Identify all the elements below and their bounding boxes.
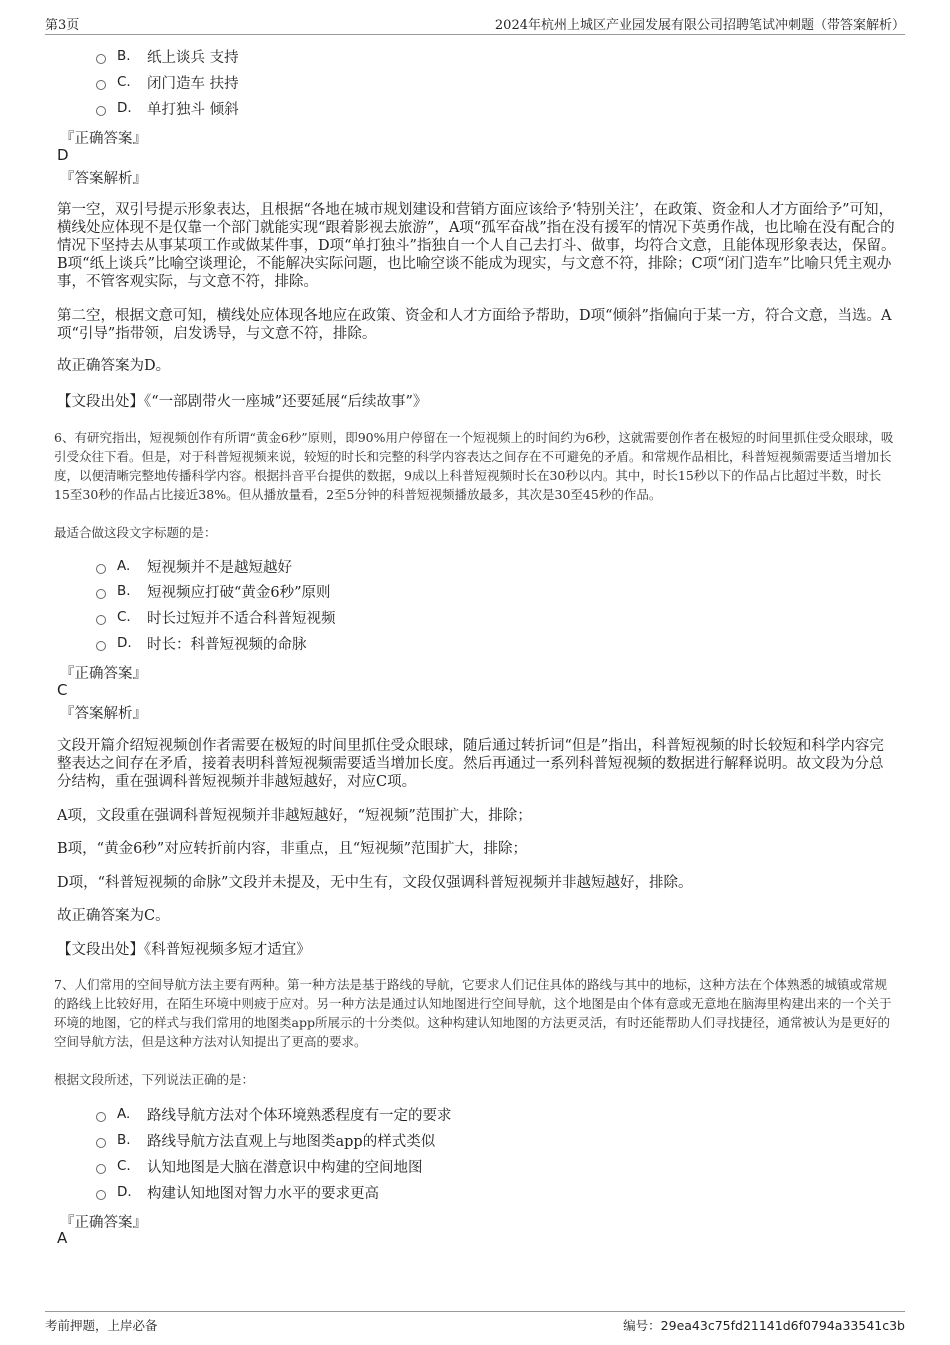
radio-icon[interactable] xyxy=(96,564,106,574)
radio-icon[interactable] xyxy=(96,1138,106,1148)
q6-source: 【文段出处】《科普短视频多短才适宜》 xyxy=(57,942,311,958)
q6-answer: C xyxy=(57,681,68,699)
page-footer xyxy=(45,1311,905,1336)
radio-icon[interactable] xyxy=(96,589,106,599)
radio-icon[interactable] xyxy=(96,615,106,625)
q6-analysis-a: A项，文段重在强调科普短视频并非越短越好，“短视频”范围扩大，排除； xyxy=(57,808,532,824)
q5-analysis-p1: 第一空，双引号提示形象表达，且根据“各地在城市规划建设和营销方面应该给予‘特别关注’，在政策、资金和人才方面给予”可知，横线处应体现不是仅靠一个部门就能实现“跟着影视去旅游”，A项“孤军奋战”指在没有援军的情况下英勇作战，也比喻在没有配合的情况下坚持去从事某项工作或做某件事，D项“单打独斗”指独自一个人自己去打斗、做事，均符合文意，且能体现形象表达，保留。B项“纸上谈兵”比喻空谈理论，不能解决实际问题，也比喻空谈不能成为现实，与文意不符，排除；C项“闭门造车”比喻只凭主观办事，不管客观实际，与文意不符，排除。 xyxy=(57,202,896,290)
footer-slogan: 考前押题，上岸必备 xyxy=(45,1318,158,1333)
q5-option-d[interactable]: D. 单打独斗 倾斜 xyxy=(96,97,239,119)
q6-conclusion: 故正确答案为C。 xyxy=(57,908,170,924)
q6-analysis-label: 『答案解析』 xyxy=(60,706,147,722)
page-header xyxy=(45,12,905,35)
q6-analysis-d: D项，“科普短视频的命脉”文段并未提及，无中生有，文段仅强调科普短视频并非越短越好，排除。 xyxy=(57,875,693,891)
radio-icon[interactable] xyxy=(96,1190,106,1200)
q7-stem: 7、人们常用的空间导航方法主要有两种。第一种方法是基于路线的导航，它要求人们记住具体的路线与其中的地标，这种方法在个体熟悉的城镇或常规的路线上比较好用，在陌生环境中则疲于应对。另一种方法是通过认知地图进行空间导航，这个地图是由个体有意或无意地在脑海里构建出来的一个关于环境的地图，它的样式与我们常用的地图类app所展示的十分类似。这种构建认知地图的方法更灵活，有时还能帮助人们寻找捷径，通常被认为是更好的空间导航方法，但是这种方法对认知提出了更高的要求。 xyxy=(54,977,892,1049)
q7-answer-label: 『正确答案』 xyxy=(60,1215,147,1231)
radio-icon[interactable] xyxy=(96,641,106,651)
page-number: 第3页 xyxy=(45,18,80,33)
q5-answer: D xyxy=(57,146,69,164)
q7-option-c[interactable]: C. 认知地图是大脑在潜意识中构建的空间地图 xyxy=(96,1155,423,1177)
q7-answer: A xyxy=(57,1229,68,1247)
q6-question: 最适合做这段文字标题的是： xyxy=(54,525,217,540)
q5-option-b[interactable]: B. 纸上谈兵 支持 xyxy=(96,45,239,67)
radio-icon[interactable] xyxy=(96,1112,106,1122)
q6-option-d[interactable]: D. 时长：科普短视频的命脉 xyxy=(96,632,307,654)
q6-analysis-b: B项，“黄金6秒”对应转折前内容，非重点，且“短视频”范围扩大，排除； xyxy=(57,841,528,857)
radio-icon[interactable] xyxy=(96,106,106,116)
q7-question: 根据文段所述，下列说法正确的是： xyxy=(54,1072,255,1087)
q6-option-b[interactable]: B. 短视频应打破“黄金6秒”原则 xyxy=(96,580,331,602)
q5-option-c[interactable]: C. 闭门造车 扶持 xyxy=(96,71,239,93)
footer-serial xyxy=(623,1316,905,1334)
radio-icon[interactable] xyxy=(96,54,106,64)
q5-source: 【文段出处】《“一部剧带火一座城”还要延展“后续故事”》 xyxy=(57,394,428,410)
q6-option-c[interactable]: C. 时长过短并不适合科普短视频 xyxy=(96,606,336,628)
q7-option-a[interactable]: A. 路线导航方法对个体环境熟悉程度有一定的要求 xyxy=(96,1103,452,1125)
q7-option-b[interactable]: B. 路线导航方法直观上与地图类app的样式类似 xyxy=(96,1129,435,1151)
q5-analysis-p2: 第二空，根据文意可知，横线处应体现各地应在政策、资金和人才方面给予帮助，D项“倾斜”指偏向于某一方，符合文意，当选。A项“引导”指带领，启发诱导，与文意不符，排除。 xyxy=(57,308,892,342)
q6-answer-label: 『正确答案』 xyxy=(60,666,147,682)
q6-option-a[interactable]: A. 短视频并不是越短越好 xyxy=(96,555,292,577)
q6-stem: 6、有研究指出，短视频创作有所谓“黄金6秒”原则，即90%用户停留在一个短视频上的时间约为6秒，这就需要创作者在极短的时间里抓住受众眼球，吸引受众往下看。但是，对于科普短视频来说，较短的时长和完整的科学内容表达之间存在不可避免的矛盾。和常规作品相比，科普短视频需要适当增加长度，以便清晰完整地传播科学内容。根据抖音平台提供的数据，9成以上科普短视频时长在30秒以内。其中，时长15秒以下的作品占比超过半数，时长15至30秒的作品占比接近38%。但从播放量看，2至5分钟的科普短视频播放最多，其次是30至45秒的作品。 xyxy=(54,430,894,502)
serial-label: 编号： xyxy=(623,1318,661,1333)
radio-icon[interactable] xyxy=(96,80,106,90)
radio-icon[interactable] xyxy=(96,1164,106,1174)
serial-code: 29ea43c75fd21141d6f0794a33541c3b xyxy=(660,1318,905,1333)
q5-answer-label: 『正确答案』 xyxy=(60,131,147,147)
q6-analysis-p1: 文段开篇介绍短视频创作者需要在极短的时间里抓住受众眼球，随后通过转折词“但是”指出，科普短视频的时长较短和科学内容完整表达之间存在矛盾，接着表明科普短视频需要适当增加长度。然后再通过一系列科普短视频的数据进行解释说明。故文段为分总分结构，重在强调科普短视频并非越短越好，对应C项。 xyxy=(57,738,884,790)
q7-option-d[interactable]: D. 构建认知地图对智力水平的要求更高 xyxy=(96,1181,379,1203)
document-title: 2024年杭州上城区产业园发展有限公司招聘笔试冲刺题（带答案解析） xyxy=(494,18,905,33)
q5-conclusion: 故正确答案为D。 xyxy=(57,358,171,374)
q5-analysis-label: 『答案解析』 xyxy=(60,171,147,187)
